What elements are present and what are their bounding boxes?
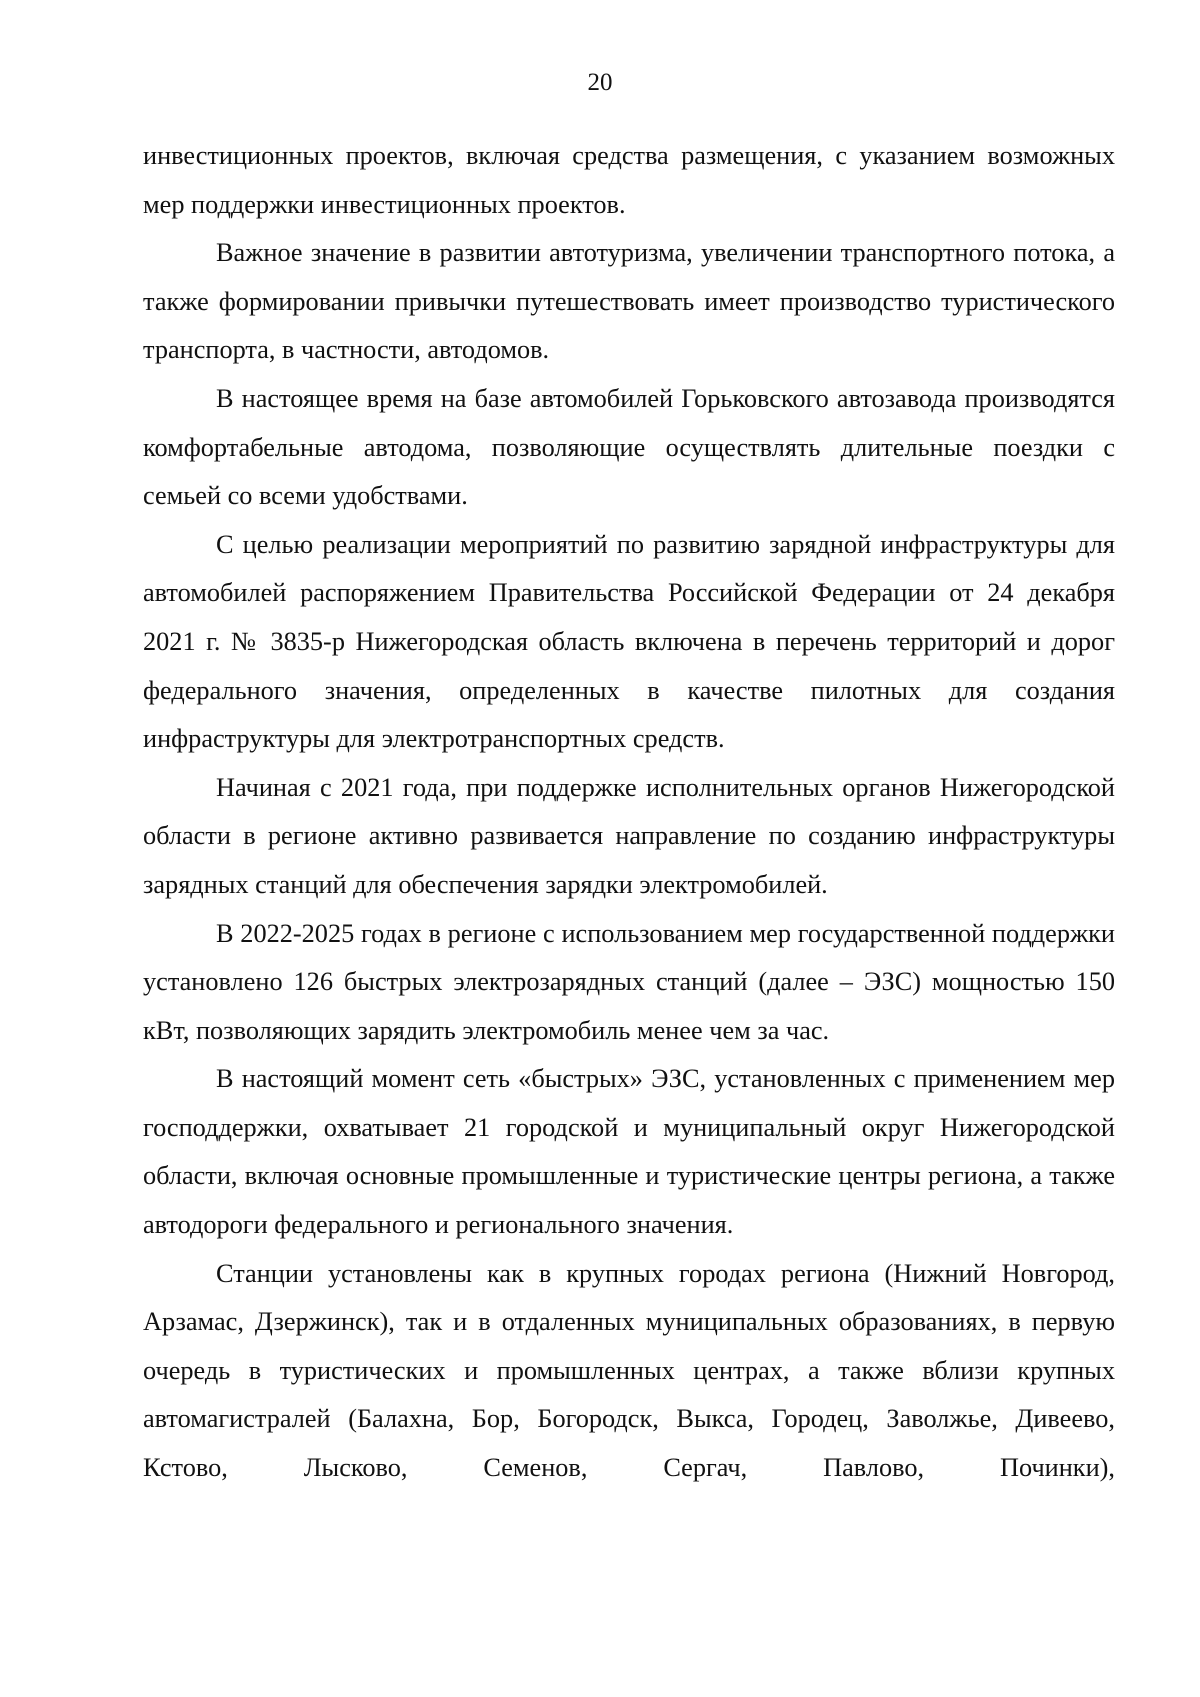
paragraph-autotourism-transport: Важное значение в развитии автотуризма, увеличении транспортного потока, а также формировании привычки путешествовать имеет производство туристического транспорта, в частности, автодомов. bbox=[143, 238, 1115, 365]
paragraph-network-coverage: В настоящий момент сеть «быстрых» ЭЗС, установленных с применением мер господдержки, охватывает 21 городской и муниципальный округ Нижегородской области, включая основные промышленные и туристические центры региона, а также автодороги федерального и регионального значения. bbox=[143, 1064, 1115, 1240]
paragraph-investment-projects: инвестиционных проектов, включая средства размещения, с указанием возможных мер поддержки инвестиционных проектов. bbox=[143, 141, 1115, 219]
page-number: 20 bbox=[587, 69, 613, 96]
paragraph-charging-infrastructure-order: С целью реализации мероприятий по развитию зарядной инфраструктуры для автомобилей распоряжением Правительства Российской Федерации от 24 декабря 2021 г. № 3835-р Нижегородская область включена в перечень территорий и дорог федерального значения, определенных в качестве пилотных для создания инфраструктуры для электротранспортных средств. bbox=[143, 529, 1115, 754]
paragraph-fast-stations-installed: В 2022-2025 годах в регионе с использованием мер государственной поддержки установлено 126 быстрых электрозарядных станций (далее – ЭЗС) мощностью 150 кВт, позволяющих зарядить электромобиль менее чем за час. bbox=[143, 918, 1115, 1045]
paragraph-charging-stations-development: Начиная с 2021 года, при поддержке исполнительных органов Нижегородской области в регионе активно развивается направление по созданию инфраструктуры зарядных станций для обеспечения зарядки электромобилей. bbox=[143, 772, 1115, 899]
paragraph-station-locations: Станции установлены как в крупных городах региона (Нижний Новгород, Арзамас, Дзержинск), так и в отдаленных муниципальных образованиях, в первую очередь в туристических и промышленных центрах, а также вблизи крупных автомагистралей (Балахна, Бор, Богородск, Выкса, Городец, Заволжье, Дивеево, Кстово, Лысково, Семенов, Сергач, Павлово, Починки), bbox=[143, 1258, 1115, 1483]
paragraph-gaz-motorhomes: В настоящее время на базе автомобилей Горьковского автозавода производятся комфортабельные автодома, позволяющие осуществлять длительные поездки с семьей со всеми удобствами. bbox=[143, 383, 1115, 511]
document-body bbox=[143, 132, 1115, 1493]
